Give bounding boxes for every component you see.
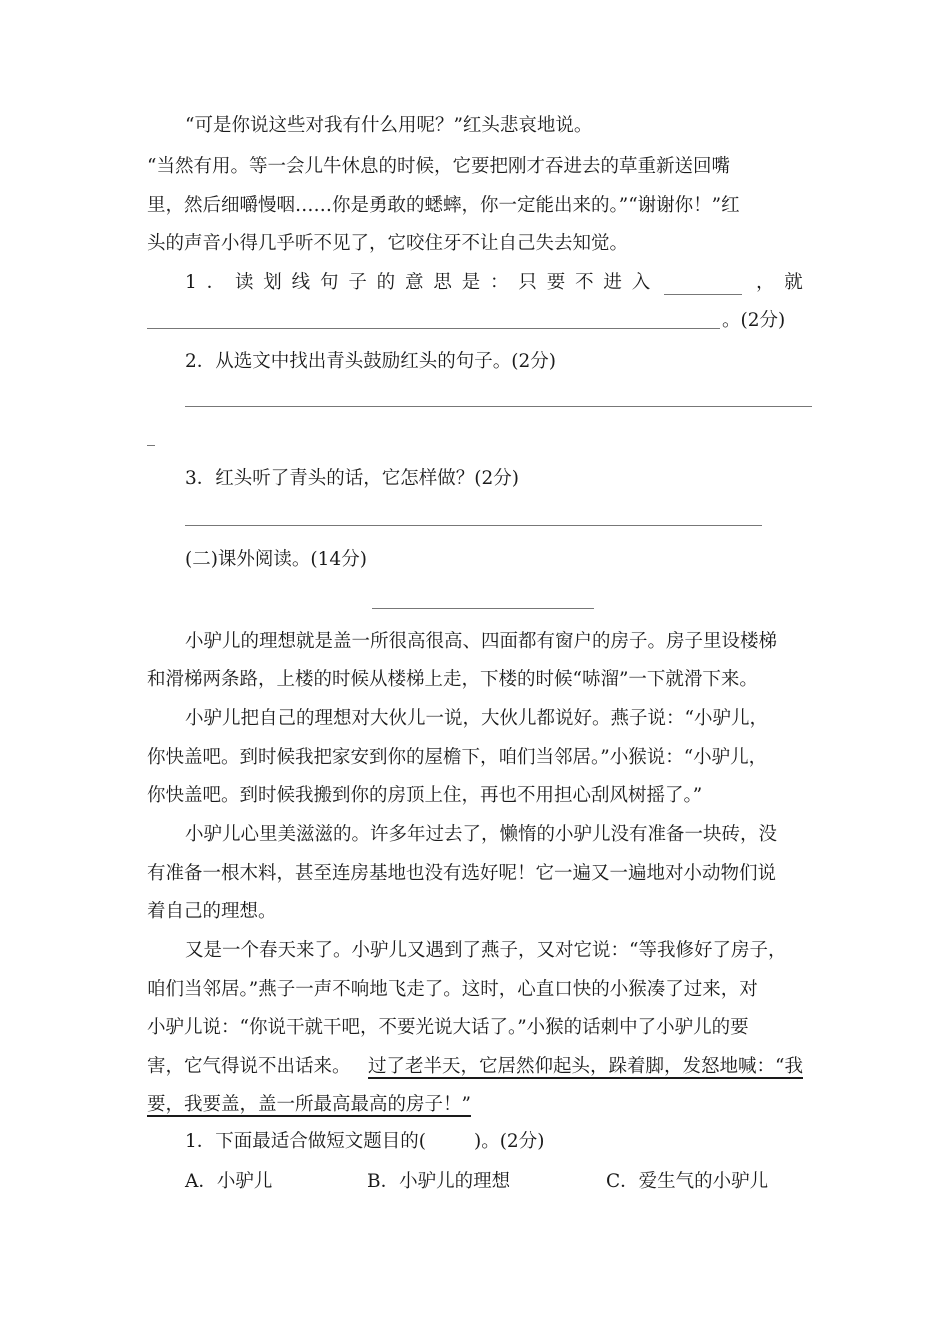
answer-line: [185, 525, 762, 526]
story2-line: 你快盖吧。到时候我把家安到你的屋檐下，咱们当邻居。”小猴说：“小驴儿，: [147, 747, 768, 768]
mc-question-1: 1．下面最适合做短文题目的( )。(2分): [185, 1131, 545, 1152]
q1-char: 只: [518, 272, 537, 293]
q1-char: 进: [603, 272, 622, 293]
question-1-line1: [185, 271, 803, 295]
q1-char: 不: [575, 272, 594, 293]
story2-line: 又是一个春天来了。小驴儿又遇到了燕子，又对它说：“等我修好了房子，: [185, 940, 787, 961]
q1-char: 子: [348, 272, 367, 293]
section-heading: (二)课外阅读。(14分): [185, 549, 367, 570]
plain-text: 害，它气得说不出话来。: [147, 1056, 351, 1077]
fill-blank[interactable]: [664, 276, 742, 295]
mc-option-b[interactable]: B．小驴儿的理想: [367, 1171, 511, 1192]
story2-line: 小驴儿说：“你说干就干吧，不要光说大话了。”小猴的话刺中了小驴儿的要: [147, 1017, 749, 1038]
answer-line: [147, 328, 720, 329]
q1-char: 是: [461, 272, 481, 293]
mc-option-a[interactable]: A．小驴儿: [185, 1171, 273, 1192]
q1-char: 意: [405, 272, 424, 293]
story2-line: 小驴儿的理想就是盖一所很高很高、四面都有窗户的房子。房子里设楼梯: [185, 631, 778, 652]
story2-line: 和滑梯两条路，上楼的时候从楼梯上走，下楼的时候“哧溜”一下就滑下来。: [147, 669, 758, 690]
story2-line: 着自己的理想。: [147, 901, 277, 922]
q1-char: 就: [784, 272, 803, 293]
question-3: 3．红头听了青头的话，它怎样做？(2分): [185, 468, 519, 489]
q1-char: 线: [291, 272, 311, 293]
q1-char: 句: [319, 272, 339, 293]
q1-char: 划: [263, 272, 282, 293]
q1-comma: ，: [755, 272, 775, 293]
story1-line: 里，然后细嚼慢咽……你是勇敢的蟋蟀，你一定能出来的。”“谢谢你！”红: [147, 195, 740, 216]
q1-char: 思: [433, 272, 452, 293]
question-1-end: 。(2分): [722, 310, 786, 331]
q1-char: 要: [546, 272, 566, 293]
underlined-sentence: 过了老半天，它居然仰起头，跺着脚，发怒地喊：“我: [368, 1056, 803, 1077]
q1-char: ：: [490, 272, 509, 293]
story1-line: “可是你说这些对我有什么用呢？”红头悲哀地说。: [185, 115, 593, 136]
story1-line: “当然有用。等一会儿牛休息的时候，它要把刚才吞进去的草重新送回嘴: [147, 156, 730, 177]
story2-line: 咱们当邻居。”燕子一声不响地飞走了。这时，心直口快的小猴凑了过来，对: [147, 979, 758, 1000]
story2-line: 有准备一根木料，甚至连房基地也没有选好呢！它一遍又一遍地对小动物们说: [147, 863, 777, 884]
answer-line-overflow: [147, 445, 155, 446]
q1-char: ．: [206, 272, 226, 293]
story2-line: 你快盖吧。到时候我搬到你的房顶上住，再也不用担心刮风树摇了。”: [147, 785, 703, 806]
q1-char: 1: [185, 272, 197, 293]
q1-char: 入: [631, 272, 651, 293]
q1-char: 读: [234, 272, 254, 293]
story2-line-mixed: [147, 1055, 803, 1079]
q1-char: 的: [376, 272, 396, 293]
title-blank-line: [372, 608, 594, 609]
mc-option-c[interactable]: C．爱生气的小驴儿: [606, 1171, 769, 1192]
underlined-sentence-end: 要，我要盖，盖一所最高最高的房子！”: [147, 1094, 471, 1115]
story2-line: 小驴儿心里美滋滋的。许多年过去了，懒惰的小驴儿没有准备一块砖，没: [185, 824, 778, 845]
story1-line: 头的声音小得几乎听不见了，它咬住牙不让自己失去知觉。: [147, 233, 629, 254]
question-2: 2．从选文中找出青头鼓励红头的句子。(2分): [185, 351, 556, 372]
answer-line: [185, 406, 812, 407]
story2-line: 小驴儿把自己的理想对大伙儿一说，大伙儿都说好。燕子说：“小驴儿，: [185, 708, 768, 729]
